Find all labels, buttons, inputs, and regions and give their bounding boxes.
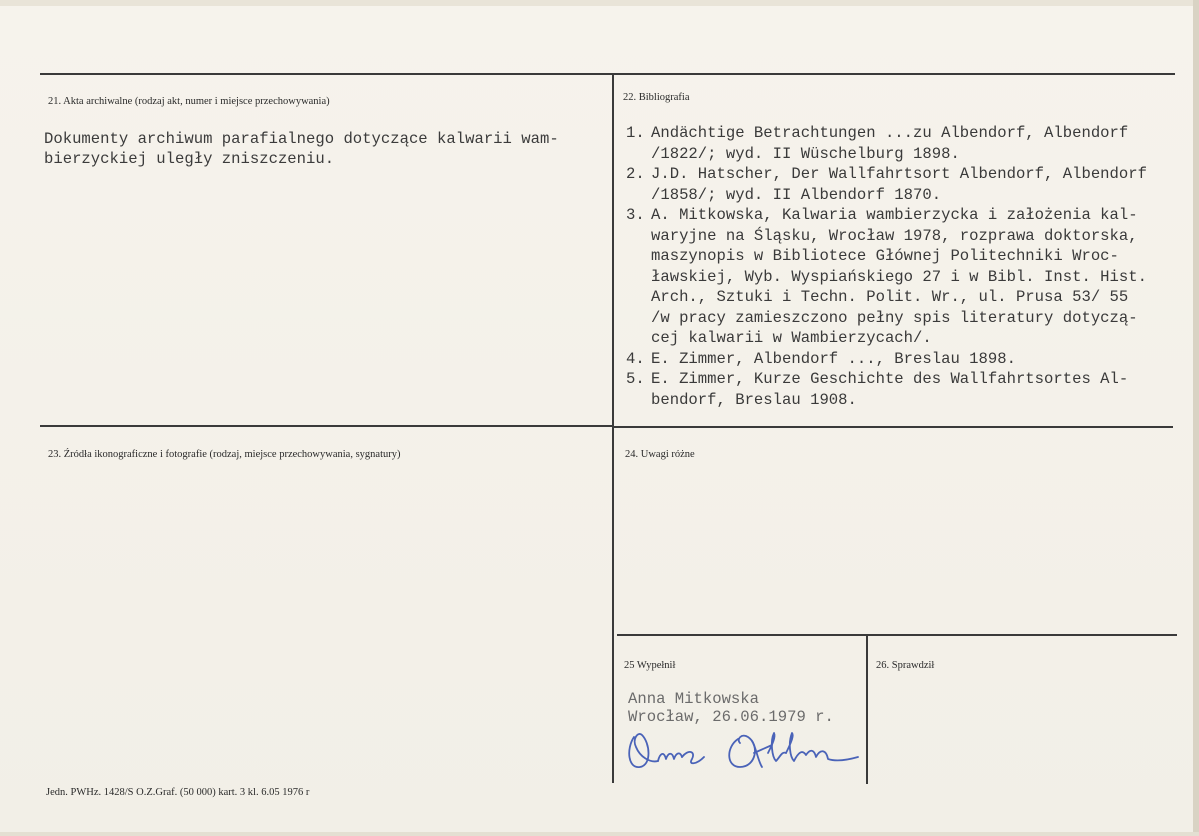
bibliography-item [626,369,1147,410]
bibliography-item [626,349,1147,370]
print-footer: Jedn. PWHz. 1428/S O.Z.Graf. (50 000) kart. 3 kl. 6.05 1976 r [46,787,310,798]
card-edge-bottom [0,832,1199,836]
top-rule [40,73,1175,75]
section-22-label: 22. Bibliografia [623,92,690,103]
filled-by-place-date: Wrocław, 26.06.1979 r. [628,708,834,726]
middle-rule-right [614,426,1173,428]
card-edge-top [0,0,1199,6]
bibliography-item-text: Andächtige Betrachtungen ...zu Albendorf, Albendorf /1822/; wyd. II Wüschelburg 1898. [651,124,1129,163]
filled-by-name: Anna Mitkowska [628,690,760,708]
section-21-text-line-1: Dokumenty archiwum parafialnego dotyczące kalwarii wam- [44,130,559,148]
bibliography-item-number: 2. [626,165,645,183]
bibliography-item-number: 1. [626,124,645,142]
bibliography-item-text: E. Zimmer, Kurze Geschichte des Wallfahrtsortes Al- bendorf, Breslau 1908. [651,370,1129,409]
middle-rule [40,425,612,427]
section-25-label: 25 Wypełnił [624,660,676,671]
handwritten-signature [622,727,867,782]
signature-rule [617,634,1177,636]
bibliography-item-number: 5. [626,370,645,388]
section-24-label: 24. Uwagi różne [625,449,695,460]
section-21-label: 21. Akta archiwalne (rodzaj akt, numer i miejsce przechowywania) [48,96,330,107]
bibliography-item-text: E. Zimmer, Albendorf ..., Breslau 1898. [651,349,1016,368]
bibliography-item [626,123,1147,164]
section-23-label: 23. Źródła ikonograficzne i fotografie (rodzaj, miejsce przechowywania, sygnatury) [48,449,401,460]
section-21-text-line-2: bierzyckiej uległy zniszczeniu. [44,150,335,168]
bibliography-item [626,164,1147,205]
center-divider [612,73,614,783]
bibliography-item-text: J.D. Hatscher, Der Wallfahrtsort Albendorf, Albendorf /1858/; wyd. II Albendorf 1870. [651,165,1147,204]
section-26-label: 26. Sprawdził [876,660,935,671]
bibliography-item-number: 4. [626,349,645,368]
bibliography-item-number: 3. [626,206,645,224]
bibliography-item-text: A. Mitkowska, Kalwaria wambierzycka i założenia kal- waryjne na Śląsku, Wrocław 1978, rozprawa doktorska, maszynopis w Bibliotece Głównej Politechniki Wroc- ławskiej, Wyb. Wyspiańskiego 27 i w Bibl. Inst. Hist. Arch., Sztuki i Techn. Polit. Wr., ul. Prusa 53/ 55 /w pracy zamieszczono pełny spis literatury dotyczą- cej kalwarii w Wambierzycach/. [651,206,1147,347]
card-edge-right [1193,0,1199,836]
bibliography-list [626,123,1147,410]
bibliography-item [626,205,1147,349]
